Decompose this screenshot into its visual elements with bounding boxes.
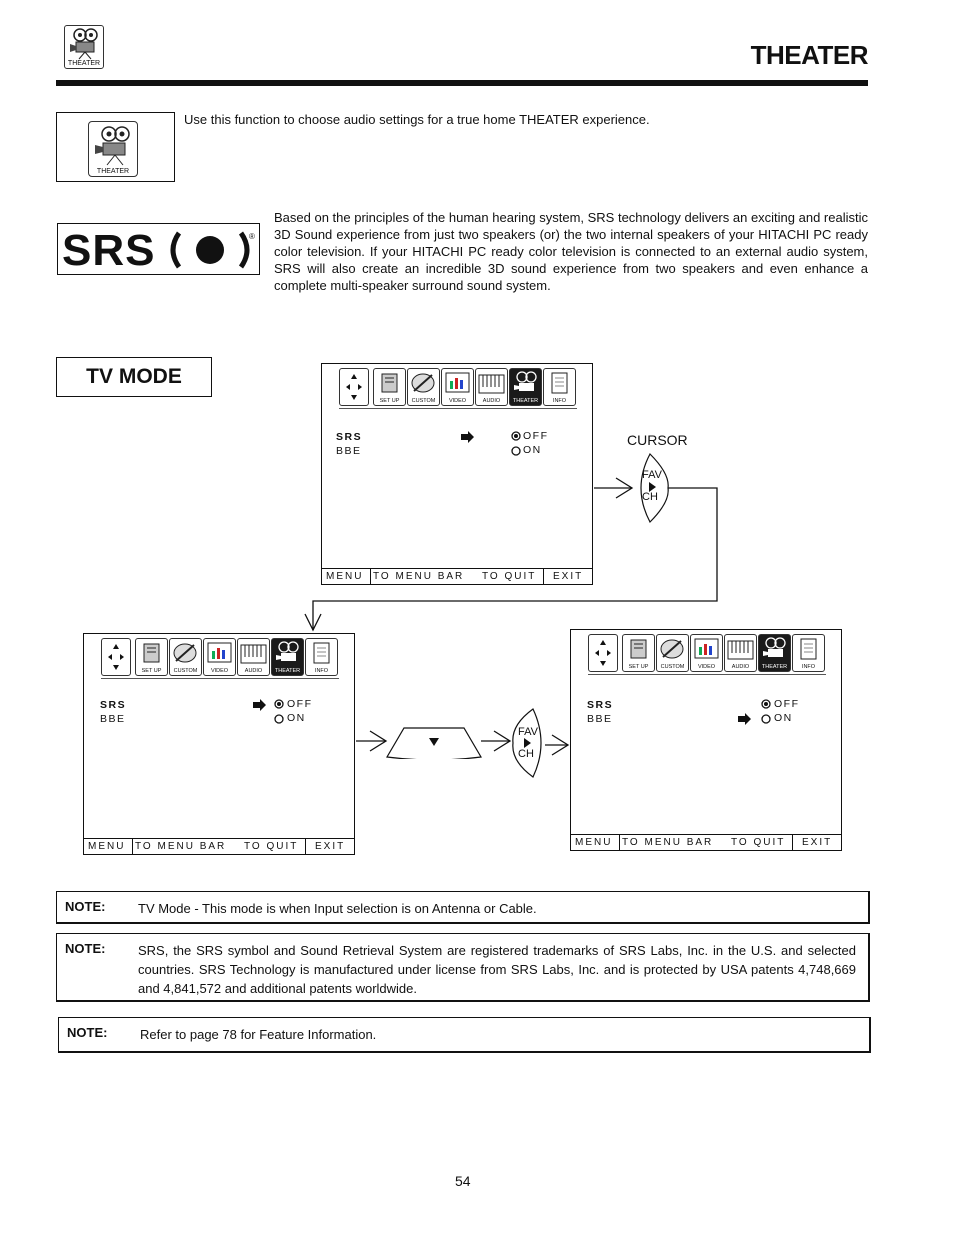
setup-tab-label: SET UP: [379, 398, 400, 404]
fav-ch-button[interactable]: [636, 452, 670, 524]
bbe-option-label: BBE: [587, 713, 613, 725]
srs-option-label: SRS: [100, 699, 127, 711]
setup-tab-label: SET UP: [141, 668, 162, 674]
video-tab-label: VIDEO: [697, 664, 716, 670]
theater-icon-caption: THEATER: [96, 168, 130, 175]
note-tv-mode: [56, 891, 870, 924]
note-feature-info: [58, 1017, 871, 1053]
srs-option-label: SRS: [587, 699, 614, 711]
video-tab-label: VIDEO: [448, 398, 467, 404]
footer-menu: MENU: [326, 571, 364, 582]
custom-tab-label: CUSTOM: [660, 664, 685, 670]
footer-to-menu-bar: TO MENU BAR: [373, 571, 465, 582]
footer-to-quit: TO QUIT: [244, 841, 299, 852]
footer-to-quit: TO QUIT: [731, 837, 786, 848]
on-option: ON: [774, 712, 793, 724]
fav-label: FAV: [642, 469, 662, 481]
footer-to-menu-bar: TO MENU BAR: [622, 837, 714, 848]
bbe-option-label: BBE: [336, 445, 362, 457]
footer-exit: EXIT: [315, 841, 346, 852]
tv-mode-label: TV MODE: [56, 357, 212, 397]
theater-icon-caption: THEATER: [67, 60, 101, 67]
footer-exit: EXIT: [802, 837, 833, 848]
footer-to-menu-bar: TO MENU BAR: [135, 841, 227, 852]
audio-tab-label: AUDIO: [244, 668, 263, 674]
ch-label: CH: [642, 491, 658, 503]
audio-tab-label: AUDIO: [482, 398, 501, 404]
ch-label: CH: [518, 748, 534, 760]
off-option: OFF: [287, 698, 313, 710]
registered-mark: ®: [249, 232, 255, 241]
srs-description: Based on the principles of the human hearing system, SRS technology delivers an exciting and realistic 3D Sound experience from just two speakers (or) the two internal speakers of your HITACHI PC ready color television. If your HITACHI PC ready color television is connected to an external audio system, SRS will also create an incredible 3D sound experience from two speakers and even enhance a complete multi-speaker surround sound system.: [274, 210, 868, 293]
fav-label: FAV: [518, 726, 538, 738]
theater-tab-label: THEATER: [512, 398, 539, 404]
srs-logo-text: SRS: [62, 226, 156, 275]
cursor-label: CURSOR: [627, 432, 688, 448]
on-option: ON: [287, 712, 306, 724]
info-tab-label: INFO: [552, 398, 567, 404]
cursor-down-button[interactable]: [386, 727, 482, 759]
info-tab-label: INFO: [801, 664, 816, 670]
note-text: SRS, the SRS symbol and Sound Retrieval System are registered trademarks of SRS Labs, Inc. in the U.S. and selected countries. SRS Technology is manufactured under license from SRS Labs, Inc. and is protected by USA patents 4,748,669 and 4,841,572 and additional patents worldwide.: [138, 943, 856, 996]
theater-tab-label: THEATER: [274, 668, 301, 674]
off-option: OFF: [523, 430, 549, 442]
page-number: 54: [455, 1173, 471, 1189]
fav-ch-button[interactable]: [511, 707, 545, 779]
setup-tab-label: SET UP: [628, 664, 649, 670]
info-tab-label: INFO: [314, 668, 329, 674]
srs-option-label: SRS: [336, 431, 363, 443]
custom-tab-label: CUSTOM: [173, 668, 198, 674]
note-label: NOTE:: [67, 1025, 108, 1040]
note-trademark: [56, 933, 870, 1002]
video-tab-label: VIDEO: [210, 668, 229, 674]
bbe-option-label: BBE: [100, 713, 126, 725]
theater-tab-label: THEATER: [761, 664, 788, 670]
note-label: NOTE:: [65, 899, 106, 914]
on-option: ON: [523, 444, 542, 456]
footer-to-quit: TO QUIT: [482, 571, 537, 582]
page-title: THEATER: [750, 40, 868, 70]
note-text: TV Mode - This mode is when Input selection is on Antenna or Cable.: [138, 901, 537, 916]
off-option: OFF: [774, 698, 800, 710]
audio-tab-label: AUDIO: [731, 664, 750, 670]
note-text: Refer to page 78 for Feature Information.: [140, 1027, 377, 1042]
footer-menu: MENU: [88, 841, 126, 852]
custom-tab-label: CUSTOM: [411, 398, 436, 404]
intro-text: Use this function to choose audio settings for a true home THEATER experience.: [184, 112, 650, 127]
footer-exit: EXIT: [553, 571, 584, 582]
note-label: NOTE:: [65, 941, 106, 956]
footer-menu: MENU: [575, 837, 613, 848]
